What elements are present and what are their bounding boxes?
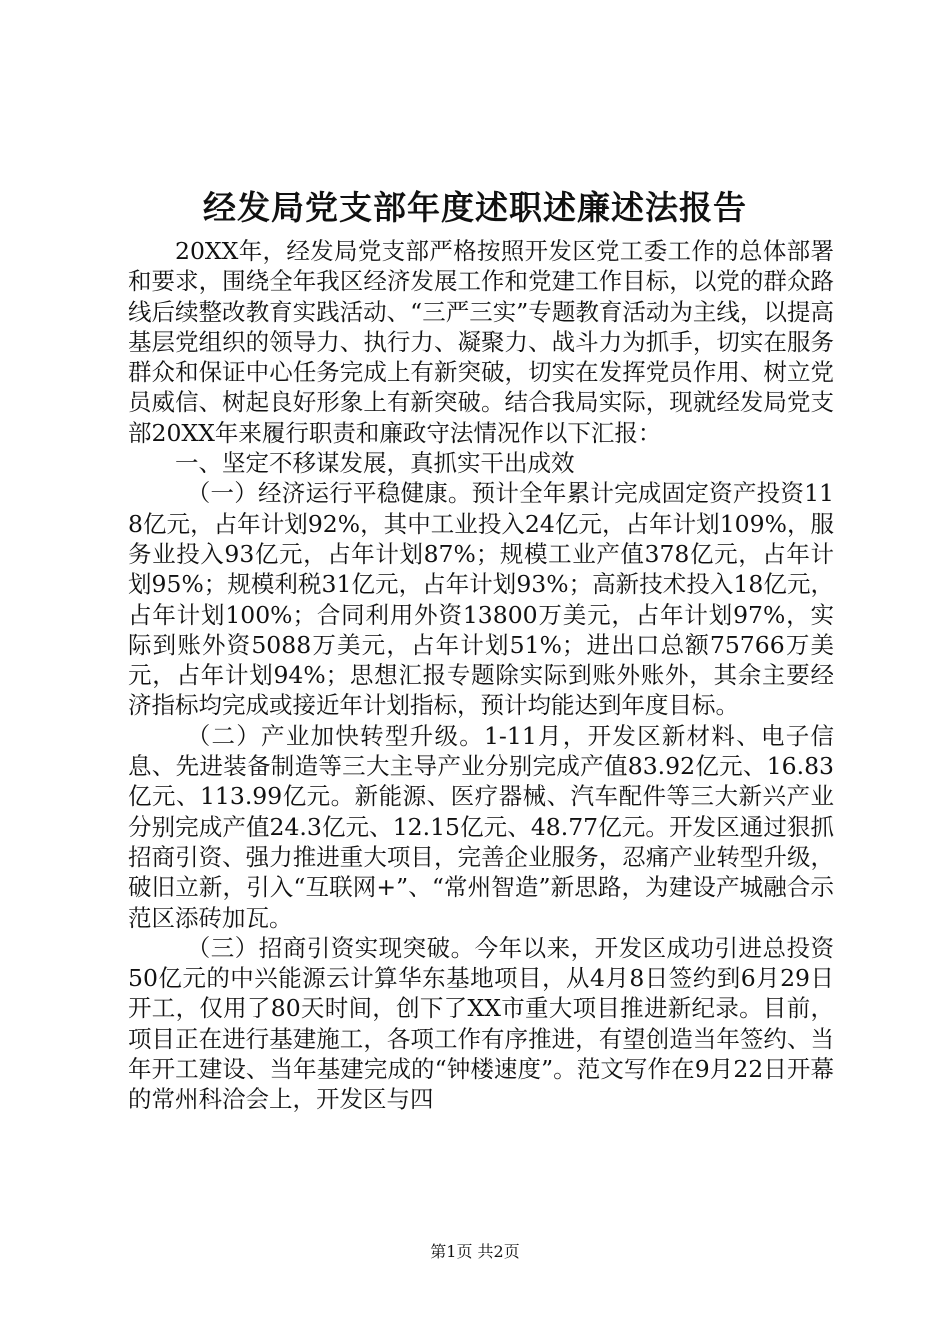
document-title: 经发局党支部年度述职述廉述法报告 <box>203 188 747 227</box>
document-body <box>128 236 834 1115</box>
intro-paragraph: 20XX年，经发局党支部严格按照开发区党工委工作的总体部署和要求，围绕全年我区经济发展工作和党建工作目标，以党的群众路线后续整改教育实践活动、“三严三实”专题教育活动为主线，以提高基层党组织的领导力、执行力、凝聚力、战斗力为抓手，切实在服务群众和保证中心任务完成上有新突破，切实在发挥党员作用、树立党员威信、树起良好形象上有新突破。结合我局实际，现就经发局党支部20XX年来履行职责和廉政守法情况作以下汇报： <box>128 237 834 447</box>
subsection-paragraph-3: （三）招商引资实现突破。今年以来，开发区成功引进总投资50亿元的中兴能源云计算华东基地项目，从4月8日签约到6月29日开工，仅用了80天时间，创下了XX市重大项目推进新纪录。目前，项目正在进行基建施工，各项工作有序推进，有望创造当年签约、当年开工建设、当年基建完成的“钟楼速度”。范文写作在9月22日开幕的常州科洽会上，开发区与四 <box>128 933 834 1114</box>
subsection-paragraph-2: （二）产业加快转型升级。1-11月，开发区新材料、电子信息、先进装备制造等三大主导产业分别完成产值83.92亿元、16.83亿元、113.99亿元。新能源、医疗器械、汽车配件等三大新兴产业分别完成产值24.3亿元、12.15亿元、48.77亿元。开发区通过狠抓招商引资、强力推进重大项目，完善企业服务，忍痛产业转型升级，破旧立新，引入“互联网+”、“常州智造”新思路，为建设产城融合示范区添砖加瓦。 <box>128 721 834 932</box>
section-heading: 一、坚定不移谋发展，真抓实干出成效 <box>175 449 575 478</box>
page-number: 第1页 共2页 <box>430 1242 520 1261</box>
subsection-paragraph-1: （一）经济运行平稳健康。预计全年累计完成固定资产投资118亿元，占年计划92%，其中工业投入24亿元，占年计划109%，服务业投入93亿元，占年计划87%；规模工业产值378亿元，占年计划95%；规模利税31亿元，占年计划93%；高新技术投入18亿元，占年计划100%；合同利用外资13800万美元，占年计划97%，实际到账外资5088万美元，占年计划51%；进出口总额75766万美元，占年计划94%；思想汇报专题除实际到账外账外，其余主要经济指标均完成或接近年计划指标，预计均能达到年度目标。 <box>128 479 834 720</box>
